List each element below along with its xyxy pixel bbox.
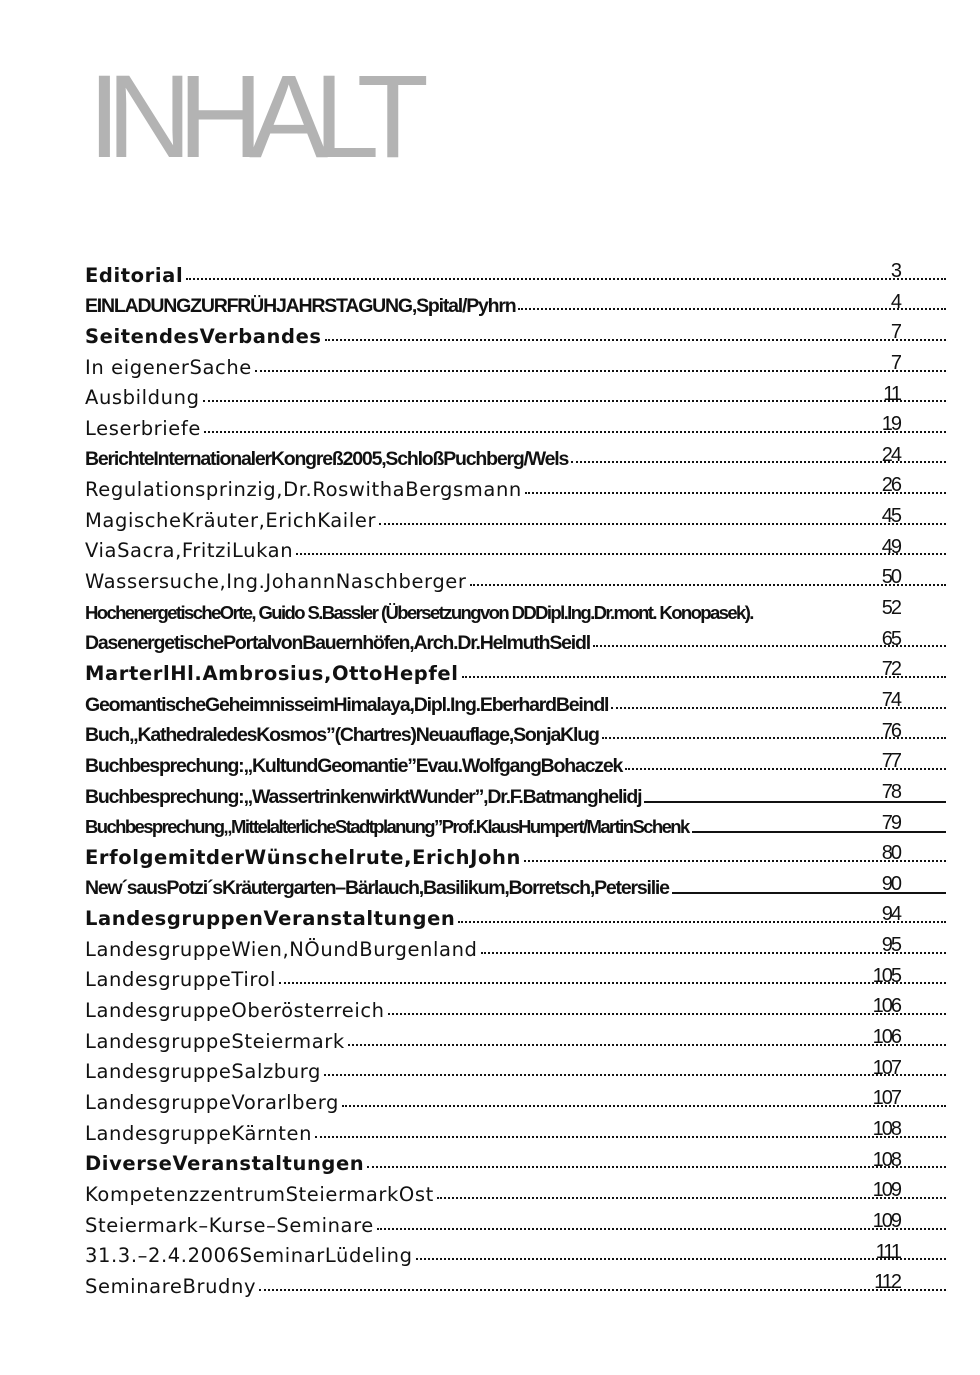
toc-entry [85,660,948,691]
toc-page-number: 65 [881,627,900,650]
toc-page-number: 3 [890,260,900,282]
toc-page-number: 4 [890,290,900,313]
toc-page-number: 45 [881,505,900,528]
toc-entry-label: DiverseVeranstaltungen [85,1152,365,1176]
dot-leader [458,921,946,923]
toc-page-number: 108 [872,1148,900,1171]
toc-entry [85,443,948,477]
dot-leader [518,308,946,310]
toc-page-number: 26 [881,474,900,497]
toc-entry [85,351,948,385]
toc-entry [85,415,948,446]
toc-entry [85,1056,948,1090]
solid-leader [644,801,946,803]
toc-entry [85,936,948,967]
toc-page-number: 7 [890,321,900,344]
dot-leader [437,1197,946,1199]
toc-page-number: 79 [881,811,900,834]
dot-leader [186,278,946,280]
toc-entry-label: Steiermark–Kurse–Seminare [85,1213,374,1237]
toc-entry [85,323,948,354]
toc-page-number: 78 [881,780,900,803]
toc-page-number: 111 [875,1240,900,1263]
toc-entry-label: Buchbesprechung:„WassertrinkenwirktWunder”,Dr.F.Batmanghelidj [85,785,642,808]
toc-entry [85,1148,948,1182]
toc-entry [85,688,948,722]
toc-entry [85,905,948,936]
dot-leader [416,1258,946,1260]
toc-entry [85,1181,948,1212]
toc-entry-label: LandesgruppeWien,NÖundBurgenland [85,937,478,961]
dot-leader [279,982,946,984]
toc-entry [85,997,948,1028]
toc-page-number: 107 [872,1056,900,1079]
toc-entry [85,476,948,507]
dot-leader [481,952,946,954]
toc-entry [85,1028,948,1059]
toc-page-number: 7 [890,351,900,374]
toc-entry [85,780,948,814]
toc-entry-label: Buchbesprechung„MittelalterlicheStadtplanung”Prof.KlausHumpert/MartinSchenk [85,816,689,838]
toc-page-number: 90 [881,872,900,895]
toc-page-number: 94 [881,903,900,926]
toc-entry-label: LandesgruppeSalzburg [85,1060,321,1084]
toc-entry-label: ErfolgemitderWünschelrute,ErichJohn [85,845,521,869]
dot-leader [367,1166,946,1168]
toc-entry-label: Regulationsprinzig,Dr.RoswithaBergsmann [85,478,522,502]
dot-leader [296,553,946,555]
toc-entry-label: LandesgruppeSteiermark [85,1029,345,1053]
toc-entry [85,964,948,998]
dot-leader [470,584,946,586]
toc-entry-label: MarterlHl.Ambrosius,OttoHepfel [85,661,459,685]
toc-entry [85,627,948,661]
toc-page-number: 11 [883,382,900,405]
solid-leader [692,831,946,833]
toc-entry-label: HochenergetischeOrte, Guido S.Bassler (Übersetzungvon DDDipl.Ing.Dr.mont. Konopasek). [85,601,753,623]
toc-entry [85,599,948,630]
toc-entry-label: KompetenzzentrumSteiermarkOst [85,1182,434,1206]
toc-page-number: 72 [881,658,900,681]
toc-entry-label: SeitendesVerbandes [85,324,322,348]
toc-entry-label: LandesgruppeVorarlberg [85,1090,339,1114]
toc-page-number: 109 [872,1209,900,1232]
dot-leader [259,1289,946,1291]
toc-entry [85,382,948,416]
toc-entry-label: In eigenerSache [85,355,252,379]
dot-leader [255,370,946,372]
toc-entry [85,752,948,783]
toc-entry [85,507,948,538]
toc-entry-label: Editorial [85,263,184,287]
toc-entry-label: LandesgruppenVeranstaltungen [85,907,456,931]
toc-page-number: 112 [874,1271,900,1294]
toc-entry [85,290,948,324]
toc-entry-label: SeminareBrudny [85,1274,257,1298]
solid-leader [672,892,946,894]
toc-entry-label: Leserbriefe [85,416,201,440]
toc-page-number: 49 [881,535,900,558]
toc-page-number: 95 [881,934,900,957]
dot-leader [203,400,946,402]
toc-entry-label: BerichteInternationalerKongreß2005,SchloßPuchberg/Wels [85,448,569,471]
toc-page-number: 76 [881,719,900,742]
toc-entry-label: ViaSacra,FritziLukan [85,539,294,563]
toc-entry [85,1240,948,1274]
toc-page-number: 24 [881,443,900,466]
toc-entry-label: GeomantischeGeheimnisseimHimalaya,Dipl.Ing.EberhardBeindl [85,693,609,716]
toc-entry-label: Wassersuche,Ing.JohannNaschberger [85,570,467,594]
toc-entry [85,811,948,845]
toc-entry [85,1273,948,1304]
toc-page-number: 74 [881,688,900,711]
toc-page-number: 77 [881,750,900,773]
toc-page-number: 52 [881,597,900,620]
dot-leader [342,1105,946,1107]
toc-entry [85,844,948,875]
dot-leader [377,1228,946,1230]
toc-page-number: 105 [872,964,900,987]
toc-entry-label: Ausbildung [85,386,200,410]
toc-page-number: 80 [881,842,900,865]
dot-leader [324,1074,946,1076]
toc-page-number: 106 [872,1026,900,1049]
toc-entry-label: Buchbesprechung:„KultundGeomantie”Evau.WolfgangBohaczek [85,754,623,777]
page-title: INHALT [88,51,415,183]
dot-leader [348,1044,946,1046]
toc-entry-label: Buch„KathedraledesKosmos”(Chartres)Neuauflage,SonjaKlug [85,724,599,747]
toc-entry-label: LandesgruppeTirol [85,968,277,992]
table-of-contents [85,262,948,1304]
toc-page-number: 106 [872,995,900,1018]
toc-entry [85,719,948,753]
toc-entry-label: DasenergetischePortalvonBauernhöfen,Arch.Dr.HelmuthSeidl [85,632,590,655]
toc-entry [85,535,948,569]
toc-page-number: 108 [872,1117,900,1140]
toc-entry-label: MagischeKräuter,ErichKailer [85,508,377,532]
toc-entry [85,262,948,293]
dot-leader [462,676,946,678]
dot-leader [204,431,946,433]
toc-page-number: 50 [881,566,900,589]
toc-page-number: 107 [872,1087,900,1110]
toc-entry [85,1117,948,1151]
toc-entry-label: EINLADUNGZURFRÜHJAHRSTAGUNG,Spital/Pyhrn [85,295,516,318]
toc-page-number: 109 [872,1179,900,1202]
toc-entry [85,1089,948,1120]
toc-entry [85,568,948,599]
toc-entry-label: 31.3.–2.4.2006SeminarLüdeling [85,1244,413,1268]
toc-entry-label: New´sausPotzi´sKräutergarten–Bärlauch,Basilikum,Borretsch,Petersilie [85,877,669,900]
dot-leader [315,1136,946,1138]
toc-entry [85,1209,948,1243]
dot-leader [388,1013,946,1015]
dot-leader [379,523,946,525]
toc-entry-label: LandesgruppeKärnten [85,1121,313,1145]
toc-page-number: 19 [881,413,900,436]
toc-entry-label: LandesgruppeOberösterreich [85,999,385,1023]
toc-entry [85,872,948,906]
dot-leader [325,339,946,341]
